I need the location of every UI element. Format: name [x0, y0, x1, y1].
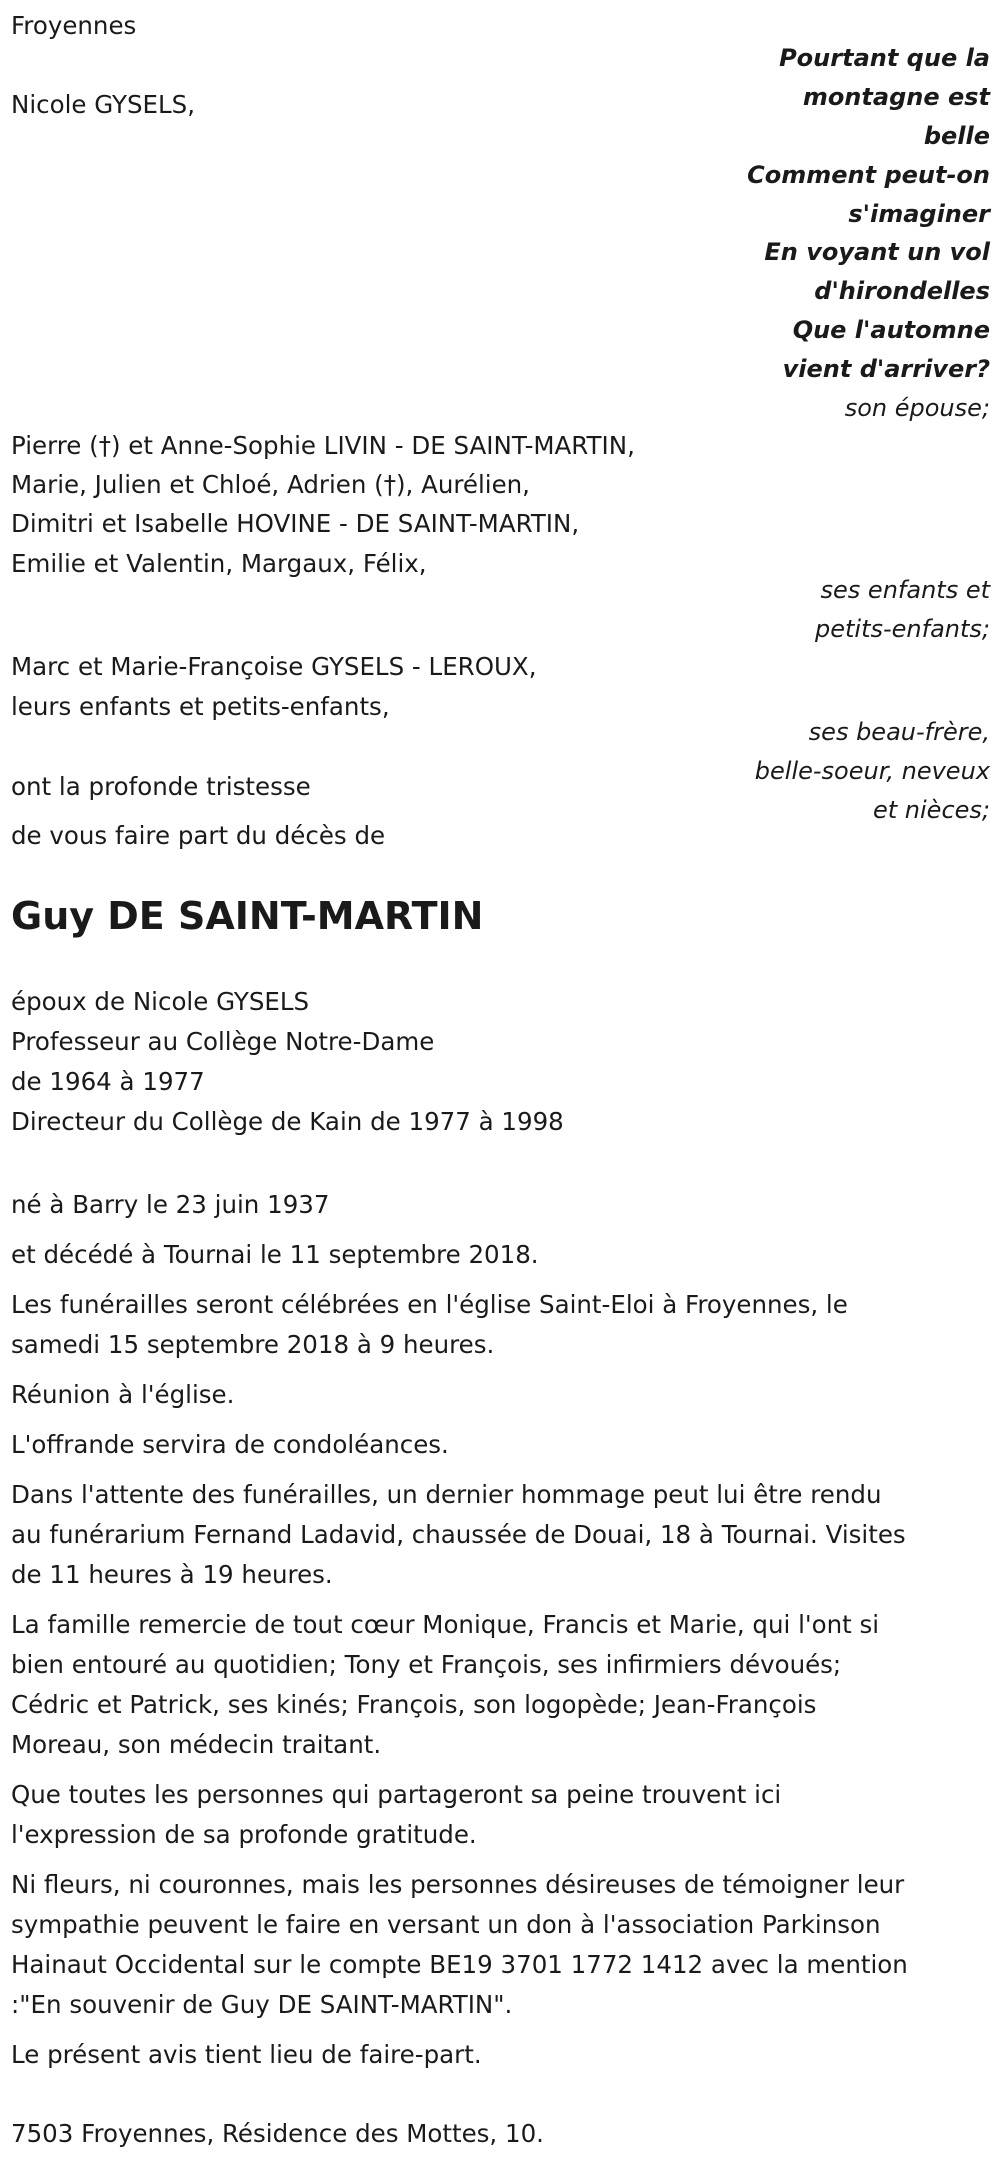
thanks-paragraph: Moreau, son médecin traitant. — [11, 1730, 382, 1759]
family-line: leurs enfants et petits-enfants, — [11, 692, 390, 721]
gratitude-paragraph: l'expression de sa profonde gratitude. — [11, 1820, 477, 1849]
announcement-line: de vous faire part du décès de — [11, 821, 386, 850]
poem-line: belle — [923, 122, 990, 150]
family-line: Pierre (†) et Anne-Sophie LIVIN - DE SAINT-MARTIN, — [11, 431, 635, 460]
family-line: Dimitri et Isabelle HOVINE - DE SAINT-MARTIN, — [11, 509, 580, 538]
donation-paragraph: Ni fleurs, ni couronnes, mais les personnes désireuses de témoigner leur — [11, 1870, 905, 1899]
death-line: et décédé à Tournai le 11 septembre 2018. — [11, 1240, 539, 1269]
poem-line: Comment peut-on — [747, 161, 990, 189]
poem-line: En voyant un vol — [764, 238, 990, 266]
family-line: Marie, Julien et Chloé, Adrien (†), Aurélien, — [11, 470, 530, 499]
title-line: Directeur du Collège de Kain de 1977 à 1998 — [11, 1107, 564, 1136]
funeral-paragraph: Les funérailles seront célébrées en l'église Saint-Eloi à Froyennes, le — [11, 1290, 848, 1319]
meeting-line: Réunion à l'église. — [11, 1380, 235, 1409]
relation-children: ses enfants et — [820, 576, 990, 604]
family-line: Emilie et Valentin, Margaux, Félix, — [11, 549, 427, 578]
poem-line: Pourtant que la — [779, 44, 990, 72]
relation-children: petits-enfants; — [815, 615, 990, 643]
visit-paragraph: Dans l'attente des funérailles, un dernier hommage peut lui être rendu — [11, 1480, 882, 1509]
gratitude-paragraph: Que toutes les personnes qui partageront sa peine trouvent ici — [11, 1780, 782, 1809]
poem-line: s'imaginer — [848, 200, 990, 228]
poem-line: Que l'automne — [792, 316, 990, 344]
deceased-name: Guy DE SAINT-MARTIN — [11, 894, 484, 938]
funeral-paragraph: samedi 15 septembre 2018 à 9 heures. — [11, 1330, 495, 1359]
thanks-paragraph: bien entouré au quotidien; Tony et François, ses infirmiers dévoués; — [11, 1650, 842, 1679]
family-line: Marc et Marie-Françoise GYSELS - LEROUX, — [11, 652, 537, 681]
visit-paragraph: au funérarium Fernand Ladavid, chaussée de Douai, 18 à Tournai. Visites — [11, 1520, 906, 1549]
visit-paragraph: de 11 heures à 19 heures. — [11, 1560, 333, 1589]
relation-inlaws: belle-soeur, neveux — [754, 757, 990, 785]
title-line: de 1964 à 1977 — [11, 1067, 205, 1096]
title-line: époux de Nicole GYSELS — [11, 987, 310, 1016]
relation-inlaws: et nièces; — [873, 796, 990, 824]
notice-line: Le présent avis tient lieu de faire-part. — [11, 2040, 482, 2069]
title-line: Professeur au Collège Notre-Dame — [11, 1027, 435, 1056]
donation-paragraph: Hainaut Occidental sur le compte BE19 3701 1772 1412 avec la mention — [11, 1950, 908, 1979]
poem-line: vient d'arriver? — [782, 355, 990, 383]
relation-spouse: son épouse; — [844, 394, 990, 422]
thanks-paragraph: Cédric et Patrick, ses kinés; François, son logopède; Jean-François — [11, 1690, 817, 1719]
donation-paragraph: :"En souvenir de Guy DE SAINT-MARTIN". — [11, 1990, 513, 2019]
poem-line: d'hirondelles — [814, 277, 990, 305]
thanks-paragraph: La famille remercie de tout cœur Monique, Francis et Marie, qui l'ont si — [11, 1610, 880, 1639]
birth-line: né à Barry le 23 juin 1937 — [11, 1190, 330, 1219]
poem-line: montagne est — [802, 83, 990, 111]
place-header: Froyennes — [11, 11, 137, 40]
spouse-name: Nicole GYSELS, — [11, 90, 196, 119]
relation-inlaws: ses beau-frère, — [808, 718, 990, 746]
address-line: 7503 Froyennes, Résidence des Mottes, 10. — [11, 2119, 544, 2148]
offering-line: L'offrande servira de condoléances. — [11, 1430, 449, 1459]
donation-paragraph: sympathie peuvent le faire en versant un don à l'association Parkinson — [11, 1910, 881, 1939]
announcement-line: ont la profonde tristesse — [11, 772, 311, 801]
